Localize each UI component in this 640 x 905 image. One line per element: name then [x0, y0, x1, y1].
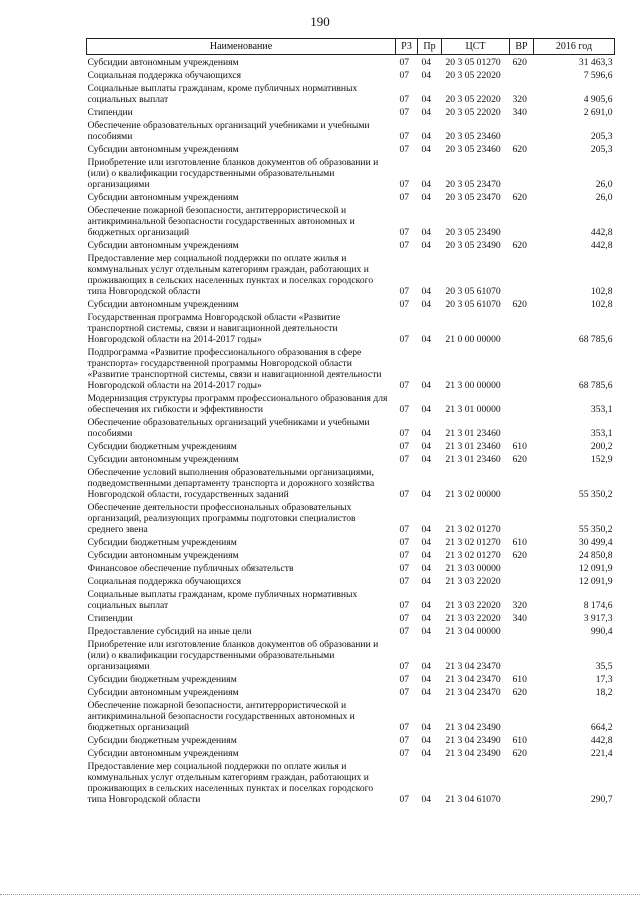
cell-name: Субсидии автономным учреждениям — [87, 550, 239, 561]
cell-vr: 620 — [512, 57, 527, 68]
table-row — [87, 574, 615, 587]
cell-csr: 20 3 05 61070 — [445, 299, 501, 310]
cell-pr: 04 — [421, 179, 432, 190]
cell-pr: 04 — [421, 735, 432, 746]
table-header — [87, 39, 615, 55]
cell-name: Субсидии автономным учреждениям — [87, 240, 239, 251]
cell-rz: 07 — [399, 661, 410, 672]
cell-rz: 07 — [399, 144, 410, 155]
cell-amount: 68 785,6 — [578, 380, 613, 391]
table-row — [87, 105, 615, 118]
cell-amount: 55 350,2 — [578, 489, 613, 500]
cell-name: Обеспечение образовательных организаций учебниками и учебными пособиями — [87, 417, 370, 439]
cell-pr: 04 — [421, 626, 432, 637]
table-row — [87, 624, 615, 637]
cell-csr: 21 3 02 01270 — [445, 537, 501, 548]
cell-amount: 442,8 — [590, 240, 613, 251]
table-row — [87, 698, 615, 733]
cell-vr — [510, 203, 534, 238]
cell-amount: 102,8 — [590, 299, 613, 310]
cell-rz: 07 — [399, 794, 410, 805]
cell-csr: 20 3 05 22020 — [445, 94, 501, 105]
cell-rz: 07 — [399, 240, 410, 251]
cell-name: Предоставление мер социальной поддержки по оплате жилья и коммунальных услуг отдельным категориям граждан, работающих и проживающих в сельских населенных пунктах и поселках городского типа Новгородской области — [87, 761, 374, 805]
cell-amount: 17,3 — [595, 674, 613, 685]
cell-pr: 04 — [421, 299, 432, 310]
cell-amount: 2 691,0 — [583, 107, 613, 118]
table-row — [87, 155, 615, 190]
table-row — [87, 81, 615, 105]
table-row — [87, 297, 615, 310]
cell-csr: 20 3 05 23460 — [445, 144, 501, 155]
cell-name: Стипендии — [87, 613, 133, 624]
table-row — [87, 611, 615, 624]
cell-vr: 320 — [512, 94, 527, 105]
cell-rz: 07 — [399, 550, 410, 561]
cell-amount: 3 917,3 — [583, 613, 613, 624]
table-row — [87, 637, 615, 672]
cell-name: Социальная поддержка обучающихся — [87, 576, 242, 587]
cell-csr: 21 3 04 23490 — [445, 722, 501, 733]
cell-name: Субсидии автономным учреждениям — [87, 748, 239, 759]
cell-pr: 04 — [421, 600, 432, 611]
cell-vr: 610 — [512, 537, 527, 548]
cell-amount: 26,0 — [595, 192, 613, 203]
table-row — [87, 345, 615, 391]
cell-pr: 04 — [421, 70, 432, 81]
cell-name: Субсидии автономным учреждениям — [87, 687, 239, 698]
cell-vr — [510, 574, 534, 587]
cell-name: Субсидии бюджетным учреждениям — [87, 537, 237, 548]
table-row — [87, 685, 615, 698]
cell-name: Субсидии автономным учреждениям — [87, 299, 239, 310]
table-row — [87, 587, 615, 611]
cell-rz: 07 — [399, 674, 410, 685]
cell-name: Субсидии бюджетным учреждениям — [87, 735, 237, 746]
cell-name: Приобретение или изготовление бланков документов об образовании и (или) о квалификации государственными образовательными организациями — [87, 157, 379, 190]
cell-name: Предоставление субсидий на иные цели — [87, 626, 252, 637]
cell-rz: 07 — [399, 94, 410, 105]
cell-rz: 07 — [399, 192, 410, 203]
page-number: 190 — [310, 14, 330, 29]
cell-pr: 04 — [421, 441, 432, 452]
cell-vr: 340 — [512, 613, 527, 624]
cell-name: Предоставление мер социальной поддержки по оплате жилья и коммунальных услуг отдельным категориям граждан, работающих и проживающих в сельских населенных пунктах и поселках городского типа Новгородской области — [87, 253, 374, 297]
cell-vr: 620 — [512, 748, 527, 759]
cell-pr: 04 — [421, 489, 432, 500]
header-rz: РЗ — [396, 39, 418, 55]
cell-pr: 04 — [421, 537, 432, 548]
cell-pr: 04 — [421, 661, 432, 672]
cell-vr: 610 — [512, 674, 527, 685]
cell-name: Социальные выплаты гражданам, кроме публичных нормативных социальных выплат — [87, 589, 358, 611]
table-row — [87, 439, 615, 452]
cell-pr: 04 — [421, 524, 432, 535]
cell-amount: 4 905,6 — [583, 94, 613, 105]
cell-amount: 221,4 — [590, 748, 613, 759]
cell-vr: 610 — [512, 735, 527, 746]
cell-amount: 205,3 — [590, 131, 613, 142]
cell-csr: 20 3 05 23470 — [445, 179, 501, 190]
cell-rz: 07 — [399, 70, 410, 81]
table-body — [87, 55, 615, 806]
cell-name: Обеспечение пожарной безопасности, антитеррористической и антикриминальной безопасности государственных автономных и бюджетных организаций — [87, 205, 355, 238]
cell-vr: 610 — [512, 441, 527, 452]
cell-name: Обеспечение условий выполнения образовательными организациями, подведомственными департаменту транспорта и дорожного хозяйства Новгородской области, государственных заданий — [87, 467, 375, 500]
cell-pr: 04 — [421, 613, 432, 624]
cell-amount: 102,8 — [590, 286, 613, 297]
cell-amount: 353,1 — [590, 404, 613, 415]
cell-pr: 04 — [421, 576, 432, 587]
cell-pr: 04 — [421, 550, 432, 561]
cell-rz: 07 — [399, 131, 410, 142]
cell-amount: 68 785,6 — [578, 334, 613, 345]
cell-csr: 20 3 05 01270 — [445, 57, 501, 68]
cell-csr: 21 3 04 23490 — [445, 735, 501, 746]
cell-pr: 04 — [421, 240, 432, 251]
cell-amount: 30 499,4 — [578, 537, 613, 548]
cell-name: Модернизация структуры программ профессионального образования для обеспечения их гибкости и эффективности — [87, 393, 388, 415]
cell-rz: 07 — [399, 600, 410, 611]
cell-csr: 21 3 04 00000 — [445, 626, 501, 637]
cell-vr — [510, 155, 534, 190]
cell-csr: 21 3 01 23460 — [445, 454, 501, 465]
cell-name: Обеспечение пожарной безопасности, антитеррористической и антикриминальной безопасности государственных автономных и бюджетных организаций — [87, 700, 355, 733]
cell-pr: 04 — [421, 131, 432, 142]
cell-amount: 7 596,6 — [583, 70, 613, 81]
cell-amount: 18,2 — [595, 687, 613, 698]
cell-amount: 12 091,9 — [578, 563, 613, 574]
cell-rz: 07 — [399, 613, 410, 624]
table-row — [87, 535, 615, 548]
cell-pr: 04 — [421, 722, 432, 733]
cell-csr: 21 3 04 23470 — [445, 674, 501, 685]
table-row — [87, 672, 615, 685]
cell-amount: 31 463,3 — [578, 57, 613, 68]
table-row — [87, 203, 615, 238]
table-row — [87, 548, 615, 561]
table-row — [87, 142, 615, 155]
cell-csr: 20 3 05 22020 — [445, 70, 501, 81]
cell-name: Субсидии бюджетным учреждениям — [87, 674, 237, 685]
cell-pr: 04 — [421, 107, 432, 118]
cell-csr: 21 3 02 00000 — [445, 489, 501, 500]
cell-vr: 320 — [512, 600, 527, 611]
table-row — [87, 55, 615, 69]
cell-rz: 07 — [399, 454, 410, 465]
cell-vr: 620 — [512, 687, 527, 698]
table-row — [87, 415, 615, 439]
table-row — [87, 733, 615, 746]
cell-csr: 20 3 05 23490 — [445, 240, 501, 251]
table-row — [87, 310, 615, 345]
table-row — [87, 452, 615, 465]
cell-csr: 21 3 03 22020 — [445, 613, 501, 624]
page-bottom-edge — [0, 894, 640, 895]
header-csr: ЦСТ — [442, 39, 510, 55]
cell-name: Обеспечение деятельности профессиональных образовательных организаций, реализующих программы подготовки специалистов среднего звена — [87, 502, 356, 535]
table-row — [87, 465, 615, 500]
cell-vr — [510, 465, 534, 500]
cell-amount: 26,0 — [595, 179, 613, 190]
cell-name: Социальные выплаты гражданам, кроме публичных нормативных социальных выплат — [87, 83, 358, 105]
cell-pr: 04 — [421, 687, 432, 698]
cell-csr: 21 3 01 23460 — [445, 441, 501, 452]
cell-vr: 620 — [512, 240, 527, 251]
cell-vr — [510, 310, 534, 345]
cell-rz: 07 — [399, 57, 410, 68]
cell-amount: 200,2 — [590, 441, 613, 452]
cell-rz: 07 — [399, 299, 410, 310]
cell-vr: 620 — [512, 192, 527, 203]
table-row — [87, 561, 615, 574]
cell-vr — [510, 759, 534, 805]
cell-amount: 205,3 — [590, 144, 613, 155]
cell-rz: 07 — [399, 428, 410, 439]
cell-rz: 07 — [399, 626, 410, 637]
cell-amount: 442,8 — [590, 227, 613, 238]
table-row — [87, 500, 615, 535]
cell-rz: 07 — [399, 722, 410, 733]
cell-csr: 21 3 01 00000 — [445, 404, 501, 415]
cell-amount: 152,9 — [590, 454, 613, 465]
cell-vr — [510, 345, 534, 391]
cell-vr: 340 — [512, 107, 527, 118]
cell-name: Подпрограмма «Развитие профессионального образования в сфере транспорта» государственной программы Новгородской области «Развитие транспортной системы, связи и навигационной деятельности Новгородской области на 2014-2017 годы» — [87, 347, 382, 391]
cell-csr: 20 3 05 22020 — [445, 107, 501, 118]
cell-rz: 07 — [399, 489, 410, 500]
cell-pr: 04 — [421, 404, 432, 415]
cell-rz: 07 — [399, 537, 410, 548]
cell-pr: 04 — [421, 794, 432, 805]
cell-csr: 21 0 00 00000 — [445, 334, 501, 345]
cell-csr: 21 3 02 01270 — [445, 550, 501, 561]
cell-name: Социальная поддержка обучающихся — [87, 70, 242, 81]
table-row — [87, 118, 615, 142]
cell-amount: 442,8 — [590, 735, 613, 746]
cell-vr — [510, 561, 534, 574]
cell-rz: 07 — [399, 576, 410, 587]
cell-name: Субсидии автономным учреждениям — [87, 57, 239, 68]
cell-csr: 21 3 01 23460 — [445, 428, 501, 439]
table-row — [87, 251, 615, 297]
cell-csr: 20 3 05 23490 — [445, 227, 501, 238]
cell-vr — [510, 251, 534, 297]
cell-rz: 07 — [399, 286, 410, 297]
cell-rz: 07 — [399, 563, 410, 574]
cell-pr: 04 — [421, 192, 432, 203]
cell-rz: 07 — [399, 334, 410, 345]
header-pr: Пр — [418, 39, 442, 55]
cell-amount: 24 850,8 — [578, 550, 613, 561]
cell-csr: 21 3 03 22020 — [445, 576, 501, 587]
cell-pr: 04 — [421, 286, 432, 297]
cell-vr — [510, 624, 534, 637]
budget-table — [86, 38, 615, 805]
cell-pr: 04 — [421, 380, 432, 391]
cell-vr: 620 — [512, 144, 527, 155]
header-name: Наименование — [87, 39, 396, 55]
cell-csr: 21 3 04 23490 — [445, 748, 501, 759]
cell-pr: 04 — [421, 94, 432, 105]
header-vr: ВР — [510, 39, 534, 55]
cell-name: Субсидии бюджетным учреждениям — [87, 441, 237, 452]
cell-amount: 664,2 — [590, 722, 613, 733]
cell-amount: 12 091,9 — [578, 576, 613, 587]
cell-vr — [510, 637, 534, 672]
cell-name: Приобретение или изготовление бланков документов об образовании и (или) о квалификации государственными образовательными организациями — [87, 639, 379, 672]
cell-csr: 21 3 04 23470 — [445, 661, 501, 672]
cell-csr: 21 3 03 00000 — [445, 563, 501, 574]
cell-name: Субсидии автономным учреждениям — [87, 454, 239, 465]
cell-csr: 21 3 02 01270 — [445, 524, 501, 535]
cell-pr: 04 — [421, 563, 432, 574]
cell-amount: 353,1 — [590, 428, 613, 439]
cell-csr: 20 3 05 61070 — [445, 286, 501, 297]
cell-csr: 20 3 05 23460 — [445, 131, 501, 142]
table-row — [87, 391, 615, 415]
cell-amount: 55 350,2 — [578, 524, 613, 535]
cell-pr: 04 — [421, 144, 432, 155]
cell-name: Стипендии — [87, 107, 133, 118]
cell-pr: 04 — [421, 227, 432, 238]
cell-amount: 35,5 — [595, 661, 613, 672]
cell-name: Обеспечение образовательных организаций учебниками и учебными пособиями — [87, 120, 370, 142]
cell-rz: 07 — [399, 735, 410, 746]
cell-name: Государственная программа Новгородской области «Развитие транспортной системы, связи и навигационной деятельности Новгородской области на 2014-2017 годы» — [87, 312, 341, 345]
cell-rz: 07 — [399, 441, 410, 452]
cell-vr — [510, 118, 534, 142]
cell-amount: 290,7 — [590, 794, 613, 805]
cell-rz: 07 — [399, 380, 410, 391]
cell-csr: 21 3 04 61070 — [445, 794, 501, 805]
cell-csr: 21 3 04 23470 — [445, 687, 501, 698]
table-row — [87, 746, 615, 759]
cell-csr: 21 3 03 22020 — [445, 600, 501, 611]
cell-vr: 620 — [512, 299, 527, 310]
cell-name: Субсидии автономным учреждениям — [87, 144, 239, 155]
cell-csr: 21 3 00 00000 — [445, 380, 501, 391]
cell-vr — [510, 415, 534, 439]
cell-amount: 8 174,6 — [583, 600, 613, 611]
cell-rz: 07 — [399, 404, 410, 415]
cell-pr: 04 — [421, 57, 432, 68]
header-row — [87, 39, 615, 55]
cell-pr: 04 — [421, 674, 432, 685]
cell-pr: 04 — [421, 454, 432, 465]
cell-vr — [510, 68, 534, 81]
header-amount: 2016 год — [534, 39, 615, 55]
table-row — [87, 68, 615, 81]
cell-amount: 990,4 — [590, 626, 613, 637]
cell-csr: 20 3 05 23470 — [445, 192, 501, 203]
cell-vr: 620 — [512, 454, 527, 465]
cell-pr: 04 — [421, 334, 432, 345]
cell-rz: 07 — [399, 687, 410, 698]
table-row — [87, 190, 615, 203]
cell-rz: 07 — [399, 748, 410, 759]
cell-pr: 04 — [421, 748, 432, 759]
cell-pr: 04 — [421, 428, 432, 439]
cell-name: Субсидии автономным учреждениям — [87, 192, 239, 203]
cell-vr — [510, 698, 534, 733]
cell-rz: 07 — [399, 227, 410, 238]
cell-vr — [510, 500, 534, 535]
cell-vr — [510, 391, 534, 415]
cell-rz: 07 — [399, 179, 410, 190]
table-row — [87, 759, 615, 805]
cell-vr: 620 — [512, 550, 527, 561]
cell-rz: 07 — [399, 524, 410, 535]
cell-name: Финансовое обеспечение публичных обязательств — [87, 563, 294, 574]
table-row — [87, 238, 615, 251]
cell-rz: 07 — [399, 107, 410, 118]
